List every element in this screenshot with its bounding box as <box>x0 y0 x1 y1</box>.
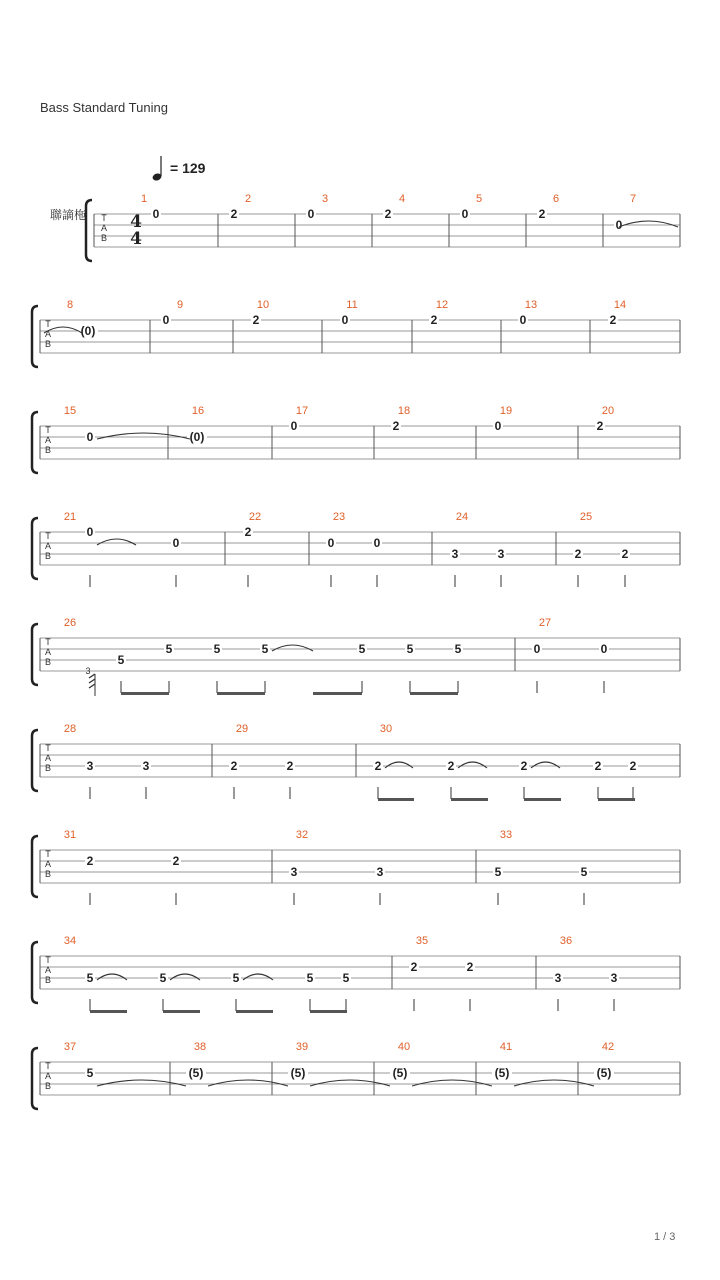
measure-number: 3 <box>321 193 329 205</box>
tie <box>458 762 487 768</box>
fret-number: 3 <box>290 865 298 879</box>
fret-number: 5 <box>117 653 125 667</box>
tab-clef-letter: T <box>45 849 51 859</box>
beam <box>524 798 561 801</box>
tie <box>170 974 200 980</box>
fret-number: 0 <box>494 419 502 433</box>
system-bracket <box>32 942 38 1003</box>
measure-number: 35 <box>415 935 429 947</box>
page-number: 1 / 3 <box>654 1231 676 1243</box>
measure-number: 1 <box>140 193 148 205</box>
fret-number: 2 <box>252 313 260 327</box>
system-bracket <box>32 306 38 367</box>
tuning-label: Bass Standard Tuning <box>40 100 168 115</box>
tab-clef-letter: T <box>45 425 51 435</box>
tie <box>412 1080 492 1086</box>
fret-number: 5 <box>86 1066 94 1080</box>
measure-number: 7 <box>629 193 637 205</box>
measure-number: 23 <box>332 511 346 523</box>
fret-number: 3 <box>376 865 384 879</box>
fret-number: 0 <box>290 419 298 433</box>
measure-number: 10 <box>256 299 270 311</box>
tremolo-stroke <box>89 679 95 683</box>
measure-number: 11 <box>346 299 358 311</box>
tab-clef-letter: A <box>44 329 52 339</box>
fret-number: 2 <box>609 313 617 327</box>
fret-number: 2 <box>594 759 602 773</box>
measure-number: 16 <box>191 405 205 417</box>
fret-number: 5 <box>358 642 366 656</box>
fret-number: 5 <box>213 642 221 656</box>
fret-number: 2 <box>520 759 528 773</box>
fret-number: 2 <box>447 759 455 773</box>
fret-number: 2 <box>374 759 382 773</box>
fret-number: (0) <box>189 430 205 444</box>
track-name: 聯謫柂 <box>50 208 87 222</box>
measure-number: 36 <box>559 935 573 947</box>
measure-number: 21 <box>63 511 77 523</box>
fret-number: (0) <box>80 324 96 338</box>
tab-clef-letter: T <box>45 1061 51 1071</box>
fret-number: 5 <box>406 642 414 656</box>
tab-clef-letter: B <box>100 233 108 243</box>
measure-number: 17 <box>295 405 309 417</box>
tab-clef-letter: T <box>45 531 51 541</box>
tab-clef-letter: T <box>101 213 107 223</box>
tab-clef-letter: T <box>45 955 51 965</box>
fret-number: 2 <box>574 547 582 561</box>
tie <box>243 974 273 980</box>
measure-number: 8 <box>66 299 74 311</box>
time-signature-top: 4 <box>130 212 142 232</box>
fret-number: 5 <box>306 971 314 985</box>
measure-number: 2 <box>244 193 252 205</box>
measure-number: 15 <box>63 405 77 417</box>
measure-number: 26 <box>63 617 77 629</box>
measure-number: 9 <box>176 299 184 311</box>
tab-clef-letter: A <box>44 965 52 975</box>
beam <box>598 798 635 801</box>
fret-number: 0 <box>461 207 469 221</box>
fret-number: 5 <box>342 971 350 985</box>
fret-number: (5) <box>290 1066 306 1080</box>
tie <box>97 974 127 980</box>
fret-number: (5) <box>392 1066 408 1080</box>
fret-number: 2 <box>230 759 238 773</box>
fret-number: 0 <box>152 207 160 221</box>
tab-clef-letter: T <box>45 319 51 329</box>
tab-clef-letter: B <box>44 657 52 667</box>
system-bracket <box>32 1048 38 1109</box>
tie <box>97 1080 186 1086</box>
tie <box>97 433 190 439</box>
beam <box>163 1010 200 1013</box>
measure-number: 33 <box>499 829 513 841</box>
tab-clef-letter: B <box>44 975 52 985</box>
fret-number: 3 <box>554 971 562 985</box>
fret-number: 3 <box>497 547 505 561</box>
tab-clef-letter: A <box>44 647 52 657</box>
system-bracket <box>32 412 38 473</box>
measure-number: 37 <box>63 1041 77 1053</box>
fret-number: 0 <box>162 313 170 327</box>
measure-number: 6 <box>552 193 560 205</box>
measure-number: 28 <box>63 723 77 735</box>
tie <box>514 1080 594 1086</box>
beam <box>378 798 414 801</box>
tab-clef-letter: B <box>44 339 52 349</box>
fret-number: 0 <box>373 536 381 550</box>
measure-number: 30 <box>379 723 393 735</box>
fret-number: 3 <box>610 971 618 985</box>
fret-number: 2 <box>629 759 637 773</box>
measure-number: 29 <box>235 723 249 735</box>
measure-number: 27 <box>538 617 552 629</box>
fret-number: 2 <box>538 207 546 221</box>
fret-number: 2 <box>596 419 604 433</box>
fret-number: 2 <box>230 207 238 221</box>
fret-number: 2 <box>384 207 392 221</box>
fret-number: 2 <box>244 525 252 539</box>
fret-number: 5 <box>86 971 94 985</box>
fret-number: (5) <box>494 1066 510 1080</box>
fret-number: 0 <box>86 525 94 539</box>
tie <box>385 762 413 768</box>
tab-clef-letter: B <box>44 1081 52 1091</box>
fret-number: 5 <box>494 865 502 879</box>
fret-number: 5 <box>580 865 588 879</box>
measure-number: 14 <box>613 299 627 311</box>
fret-number: 5 <box>454 642 462 656</box>
fret-number: 0 <box>600 642 608 656</box>
measure-number: 5 <box>475 193 483 205</box>
measure-number: 24 <box>455 511 469 523</box>
system-bracket <box>32 624 38 685</box>
measure-number: 34 <box>63 935 77 947</box>
fret-number: 2 <box>410 960 418 974</box>
tie <box>97 539 136 545</box>
tab-clef-letter: A <box>100 223 108 233</box>
fret-number: 3 <box>86 759 94 773</box>
tab-clef-letter: B <box>44 551 52 561</box>
beam <box>217 692 265 695</box>
fret-number: 2 <box>621 547 629 561</box>
tab-clef-letter: A <box>44 1071 52 1081</box>
measure-number: 19 <box>499 405 513 417</box>
fret-number: (5) <box>596 1066 612 1080</box>
beam <box>313 692 362 695</box>
measure-number: 39 <box>295 1041 309 1053</box>
tie <box>208 1080 288 1086</box>
tab-clef-letter: T <box>45 743 51 753</box>
fret-number: 0 <box>86 430 94 444</box>
beam <box>236 1010 273 1013</box>
tab-clef-letter: B <box>44 869 52 879</box>
fret-number: 3 <box>451 547 459 561</box>
fret-number: 0 <box>533 642 541 656</box>
fret-number: 5 <box>165 642 173 656</box>
tie <box>619 221 678 227</box>
system-bracket <box>86 200 92 261</box>
tremolo-stroke <box>89 684 95 688</box>
fret-number: 3 <box>142 759 150 773</box>
measure-number: 18 <box>397 405 411 417</box>
system-bracket <box>32 518 38 579</box>
measure-number: 25 <box>579 511 593 523</box>
measure-number: 20 <box>601 405 615 417</box>
fret-number: 2 <box>172 854 180 868</box>
tie <box>531 762 560 768</box>
system-bracket <box>32 836 38 897</box>
fret-number: (5) <box>188 1066 204 1080</box>
fret-number: 2 <box>466 960 474 974</box>
fret-number: 0 <box>615 218 623 232</box>
measure-number: 41 <box>499 1041 513 1053</box>
tab-clef-letter: A <box>44 435 52 445</box>
fret-number: 2 <box>86 854 94 868</box>
fret-number: 2 <box>392 419 400 433</box>
beam <box>121 692 169 695</box>
fret-number: 0 <box>307 207 315 221</box>
time-signature-bottom: 4 <box>130 229 142 249</box>
measure-number: 22 <box>248 511 262 523</box>
tie <box>272 645 313 651</box>
fret-number: 5 <box>232 971 240 985</box>
beam <box>410 692 458 695</box>
beam <box>451 798 488 801</box>
tab-clef-letter: T <box>45 637 51 647</box>
tab-clef-letter: A <box>44 859 52 869</box>
fret-number: 5 <box>261 642 269 656</box>
measure-number: 42 <box>601 1041 615 1053</box>
tempo-value: = 129 <box>170 160 206 176</box>
measure-number: 12 <box>435 299 449 311</box>
tie <box>310 1080 390 1086</box>
measure-number: 13 <box>524 299 538 311</box>
measure-number: 32 <box>295 829 309 841</box>
beam <box>310 1010 347 1013</box>
measure-number: 40 <box>397 1041 411 1053</box>
fret-number: 2 <box>286 759 294 773</box>
tuplet-number: 3 <box>85 666 91 676</box>
system-bracket <box>32 730 38 791</box>
tab-clef-letter: B <box>44 445 52 455</box>
fret-number: 2 <box>430 313 438 327</box>
fret-number: 0 <box>519 313 527 327</box>
tab-clef-letter: A <box>44 753 52 763</box>
tab-clef-letter: B <box>44 763 52 773</box>
measure-number: 38 <box>193 1041 207 1053</box>
fret-number: 0 <box>341 313 349 327</box>
tab-clef-letter: A <box>44 541 52 551</box>
beam <box>90 1010 127 1013</box>
measure-number: 4 <box>398 193 406 205</box>
fret-number: 0 <box>172 536 180 550</box>
fret-number: 5 <box>159 971 167 985</box>
measure-number: 31 <box>63 829 77 841</box>
fret-number: 0 <box>327 536 335 550</box>
